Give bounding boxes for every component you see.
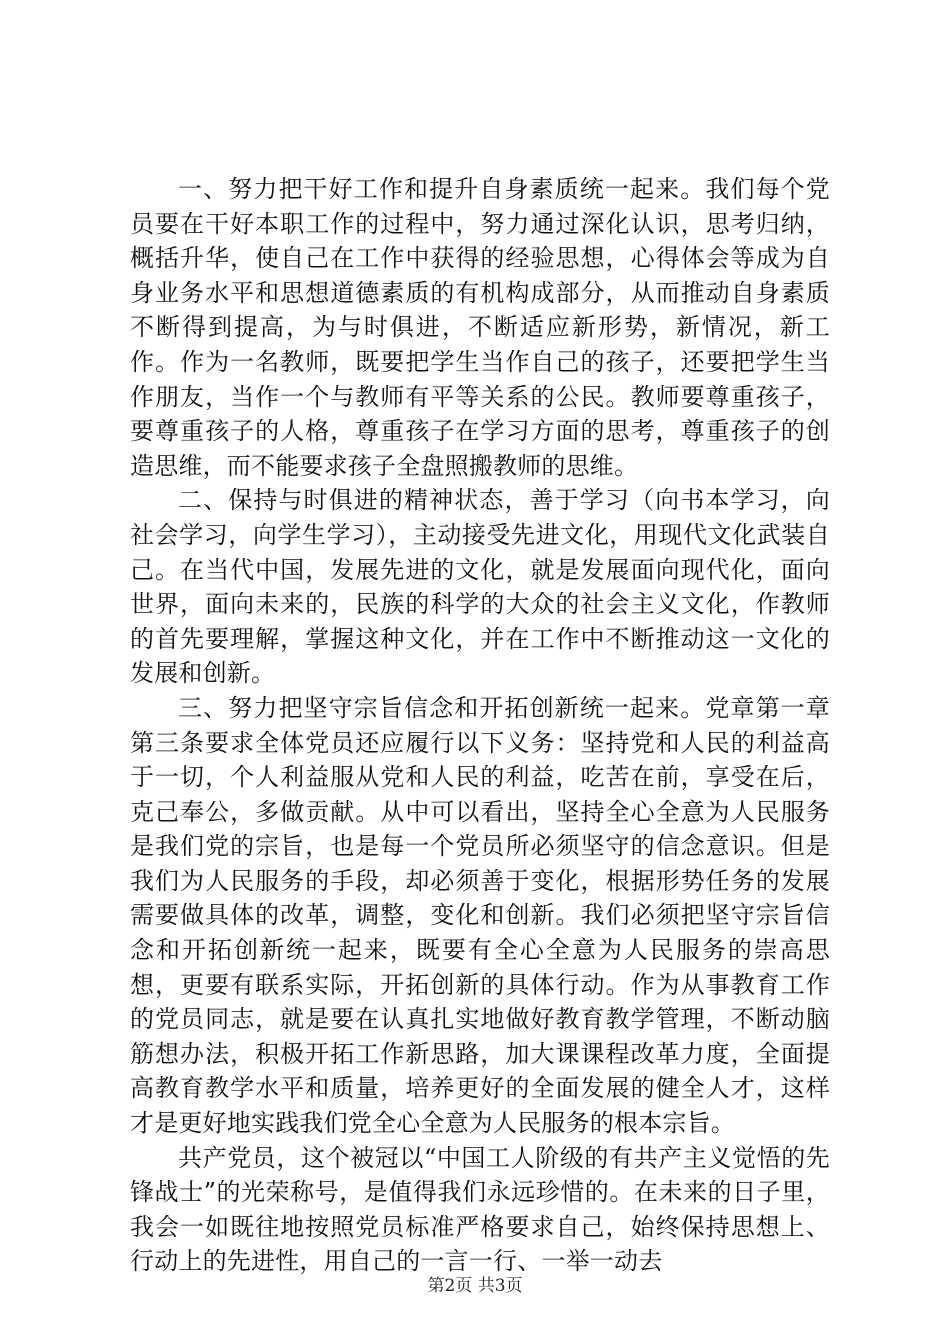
- paragraph-4: 共产党员，这个被冠以“中国工人阶级的有共产主义觉悟的先锋战士”的光荣称号，是值得我们永远珍惜的。在未来的日子里，我会一如既往地按照党员标准严格要求自己，始终保持思想上、行动上的先进性，用自己的一言一行、一举一动去: [130, 1143, 830, 1276]
- page-number-footer: 第2页 共3页: [427, 1276, 523, 1296]
- paragraph-3: 三、努力把坚守宗旨信念和开拓创新统一起来。党章第一章第三条要求全体党员还应履行以下义务：坚持党和人民的利益高于一切，个人利益服从党和人民的利益，吃苦在前，享受在后，克己奉公，多做贡献。从中可以看出，坚持全心全意为人民服务是我们党的宗旨，也是每一个党员所必须坚守的信念意识。但是我们为人民服务的手段，却必须善于变化，根据形势任务的发展需要做具体的改革，调整，变化和创新。我们必须把坚守宗旨信念和开拓创新统一起来，既要有全心全意为人民服务的崇高思想，更要有联系实际，开拓创新的具体行动。作为从事教育工作的党员同志，就是要在认真扎实地做好教育教学管理，不断动脑筋想办法，积极开拓工作新思路，加大课课程改革力度，全面提高教育教学水平和质量，培养更好的全面发展的健全人才，这样才是更好地实践我们党全心全意为人民服务的根本宗旨。: [130, 693, 830, 1138]
- document-body: [130, 172, 830, 1279]
- paragraph-2: 二、保持与时俱进的精神状态，善于学习（向书本学习，向社会学习，向学生学习），主动接受先进文化，用现代文化武装自己。在当代中国，发展先进的文化，就是发展面向现代化，面向世界，面向未来的，民族的科学的大众的社会主义文化，作教师的首先要理解，掌握这种文化，并在工作中不断推动这一文化的发展和创新。: [130, 486, 830, 688]
- paragraph-1: 一、努力把干好工作和提升自身素质统一起来。我们每个党员要在干好本职工作的过程中，努力通过深化认识，思考归纳，概括升华，使自己在工作中获得的经验思想，心得体会等成为自身业务水平和思想道德素质的有机构成部分，从而推动自身素质不断得到提高，为与时俱进，不断适应新形势，新情况，新工作。作为一名教师，既要把学生当作自己的孩子，还要把学生当作朋友，当作一个与教师有平等关系的公民。教师要尊重孩子，要尊重孩子的人格，尊重孩子在学习方面的思考，尊重孩子的创造思维，而不能要求孩子全盘照搬教师的思维。: [130, 175, 830, 480]
